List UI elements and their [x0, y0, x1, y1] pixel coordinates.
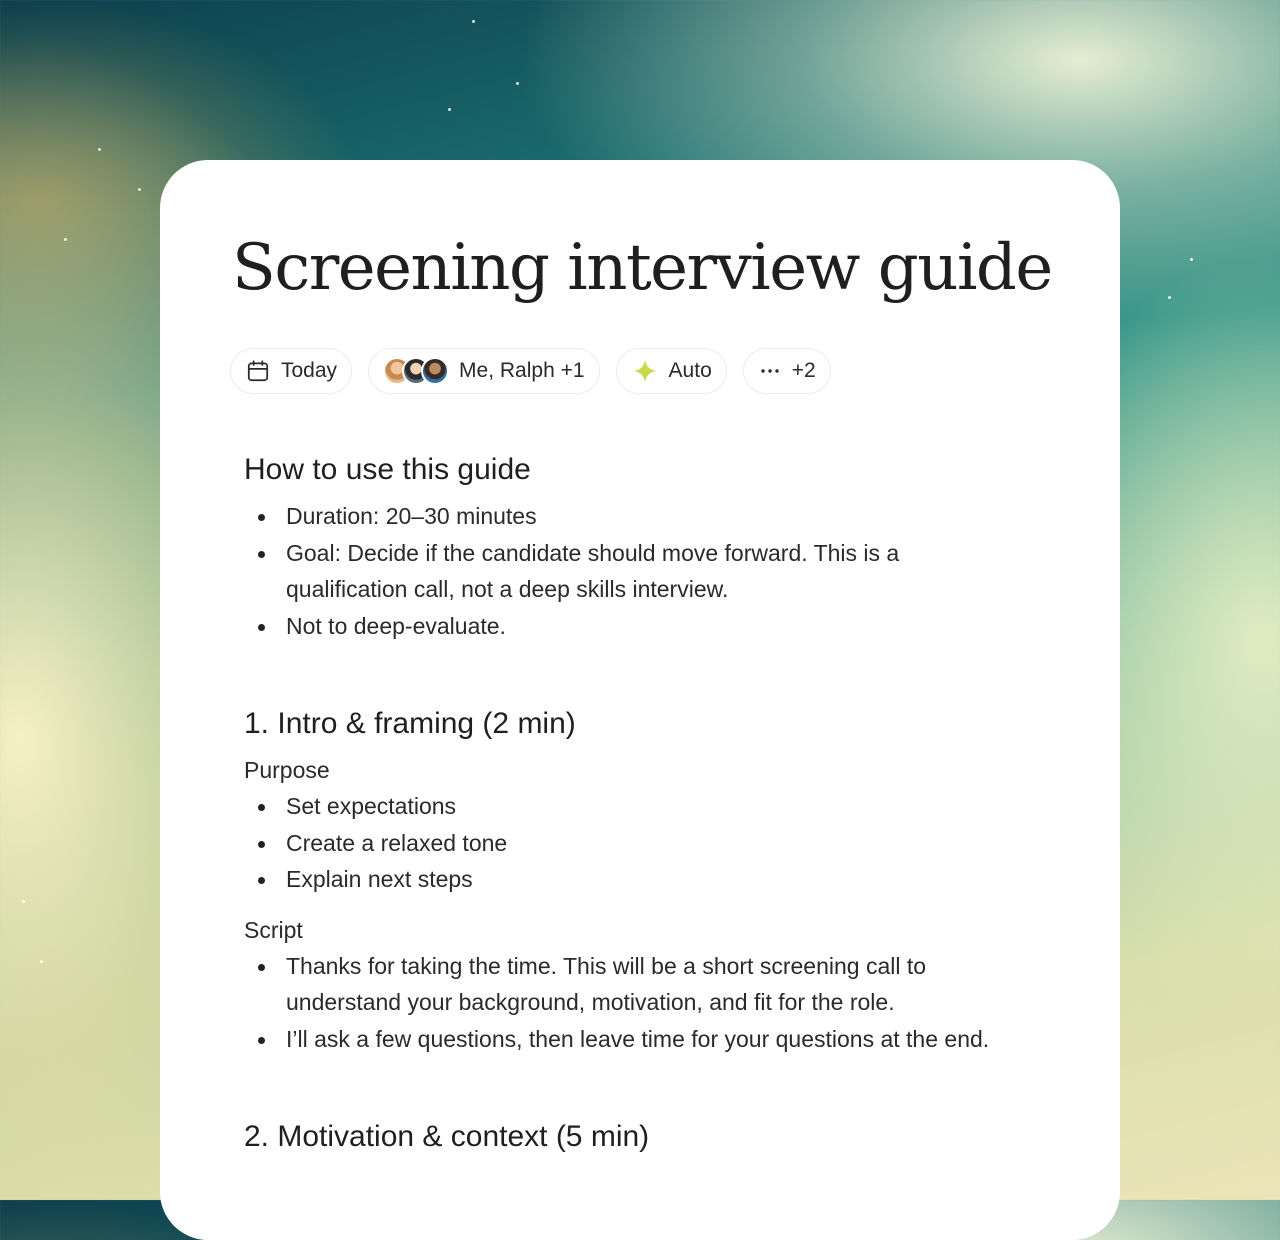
mode-chip[interactable]	[616, 348, 727, 394]
section-heading: 1. Intro & framing (2 min)	[244, 707, 576, 740]
avatar	[421, 357, 449, 385]
section-motivation-context	[244, 1115, 1024, 1159]
calendar-icon	[245, 358, 271, 384]
document-body	[244, 448, 1024, 1159]
list-item: Set expectations	[244, 788, 1024, 825]
more-chip[interactable]	[743, 348, 831, 394]
document-card	[160, 160, 1120, 1240]
list-item: Thanks for taking the time. This will be a short screening call to understand your background, motivation, and fit for the role.	[244, 948, 1024, 1021]
list-item: Create a relaxed tone	[244, 825, 1024, 862]
section-intro-framing	[244, 702, 1024, 1057]
subsection-label: Purpose	[244, 757, 330, 783]
list-item: I’ll ask a few questions, then leave time for your questions at the end.	[244, 1021, 1024, 1058]
section-heading: 2. Motivation & context (5 min)	[244, 1120, 650, 1153]
list-item: Duration: 20–30 minutes	[244, 498, 1024, 535]
participant-avatars	[383, 357, 449, 385]
bullet-list	[244, 948, 1024, 1058]
section-how-to-use	[244, 448, 1024, 644]
more-count: +2	[791, 359, 816, 382]
date-label: Today	[281, 359, 338, 382]
page-title: Screening interview guide	[232, 231, 1052, 305]
list-item: Explain next steps	[244, 861, 1024, 898]
date-chip[interactable]	[230, 348, 352, 394]
sparkle-icon	[631, 357, 659, 385]
bullet-list	[244, 788, 1024, 898]
doc-meta-row	[230, 348, 831, 394]
list-item: Goal: Decide if the candidate should move forward. This is a qualification call, not a deep skills interview.	[244, 535, 1024, 608]
subsection-label: Script	[244, 916, 303, 943]
people-label: Me, Ralph +1	[459, 359, 585, 382]
bullet-list	[244, 498, 1024, 644]
list-item: Not to deep-evaluate.	[244, 608, 1024, 645]
mode-label: Auto	[668, 359, 712, 382]
people-chip[interactable]	[368, 348, 600, 394]
more-dots-icon	[758, 359, 782, 383]
section-heading: How to use this guide	[244, 453, 531, 486]
